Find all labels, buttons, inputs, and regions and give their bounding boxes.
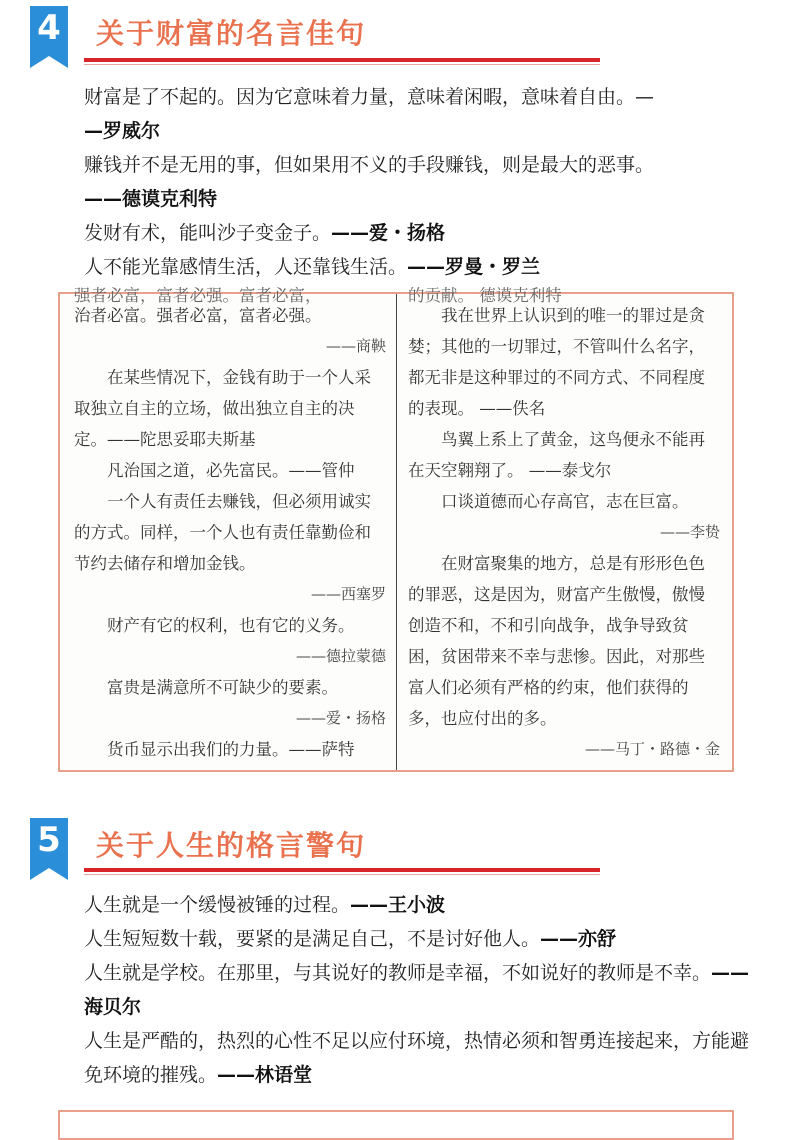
life-quotes-list [84, 888, 756, 1092]
quote-source: ——马丁・路德・金 [584, 740, 720, 758]
wealth-quotes-list [84, 80, 756, 284]
excerpt-quote: 我在世界上认识到的唯一的罪过是贪婪；其他的一切罪过，不管叫什么名字，都无非是这种罪过的不同方式、不同程度的表现。 ——佚名 [408, 306, 705, 418]
cropped-top-line: 强者必富，富者必强。富者必富， [74, 286, 322, 305]
section-title: 关于财富的名言佳句 [96, 17, 367, 50]
quote-item [84, 888, 756, 922]
quote-text: 发财有术，能叫沙子变金子。 [84, 222, 332, 244]
section-title-underline [84, 58, 600, 62]
section-title: 关于人生的格言警句 [96, 829, 367, 862]
quote-excerpt-box [58, 286, 734, 772]
excerpt-quote: 财产有它的权利，也有它的义务。 [107, 616, 355, 635]
quote-text: 人生就是一个缓慢被锤的过程。 [84, 894, 351, 916]
section-number-badge: 4 [30, 6, 68, 56]
excerpt-quote: 凡治国之道，必先富民。——管仲 [107, 461, 355, 480]
column-divider [396, 294, 397, 770]
excerpt-quote: 在某些情况下，金钱有助于一个人采取独立自主的立场，做出独立自主的决定。——陀思妥耶夫斯基 [74, 368, 371, 449]
excerpt-right-column [408, 280, 720, 765]
quote-item [84, 1024, 756, 1092]
quote-author: ——德谟克利特 [84, 188, 218, 210]
next-excerpt-box [58, 1110, 734, 1140]
quote-author: ——亦舒 [540, 928, 617, 950]
quote-author: —罗威尔 [84, 120, 161, 142]
quote-item [84, 80, 756, 148]
quote-source: ——李贽 [659, 523, 720, 541]
quote-item [84, 216, 756, 250]
quote-text: 人生短短数十载，要紧的是满足自己，不是讨好他人。 [84, 928, 541, 950]
quote-text: 人生是严酷的，热烈的心性不足以应付环境，热情必须和智勇连接起来，方能避免环境的摧残。 [84, 1030, 750, 1086]
excerpt-quote: 在财富聚集的地方，总是有形形色色的罪恶，这是因为，财富产生傲慢，傲慢创造不和，不和引向战争，战争导致贫困，贫困带来不幸与悲惨。因此，对那些富人们必须有严格的约束，他们获得的多，也应付出的多。 [408, 554, 705, 728]
quote-text: 赚钱并不是无用的事，但如果用不义的手段赚钱，则是最大的恶事。 [84, 154, 655, 176]
quote-text: 财富是了不起的。因为它意味着力量，意味着闲暇，意味着自由。— [84, 86, 655, 108]
quote-source: ——商鞅 [325, 337, 386, 355]
quote-author: ——爱・扬格 [331, 222, 446, 244]
excerpt-quote: 富贵是满意所不可缺少的要素。 [107, 678, 338, 697]
cropped-top-line: 的贡献。 德谟克利特 [408, 286, 562, 305]
excerpt-quote: 治者必富。强者必富，富者必强。 [74, 306, 322, 325]
quote-item [84, 250, 756, 284]
excerpt-left-column [74, 280, 386, 765]
quote-item [84, 956, 756, 1024]
excerpt-quote: 货币显示出我们的力量。——萨特 [107, 740, 355, 759]
section-title-underline [84, 868, 600, 872]
quote-source: ——西塞罗 [310, 585, 386, 603]
quote-author: ——海贝尔 [84, 962, 750, 1018]
excerpt-quote: 鸟翼上系上了黄金，这鸟便永不能再在天空翱翔了。 ——泰戈尔 [408, 430, 705, 480]
quote-text: 人生就是学校。在那里，与其说好的教师是幸福，不如说好的教师是不幸。 [84, 962, 712, 984]
quote-author: ——林语堂 [217, 1064, 313, 1086]
quote-item [84, 148, 756, 216]
quote-source: ——爱・扬格 [295, 709, 386, 727]
excerpt-quote: 一个人有责任去赚钱，但必须用诚实的方式。同样，一个人也有责任靠勤俭和节约去储存和增加金钱。 [74, 492, 371, 573]
quote-source: ——德拉蒙德 [295, 647, 386, 665]
quote-text: 人不能光靠感情生活，人还靠钱生活。 [84, 256, 408, 278]
quote-author: ——王小波 [350, 894, 446, 916]
section-number-badge: 5 [30, 818, 68, 868]
quote-author: ——罗曼・罗兰 [407, 256, 541, 278]
quote-item [84, 922, 756, 956]
excerpt-quote: 口谈道德而心存高官，志在巨富。 [441, 492, 689, 511]
